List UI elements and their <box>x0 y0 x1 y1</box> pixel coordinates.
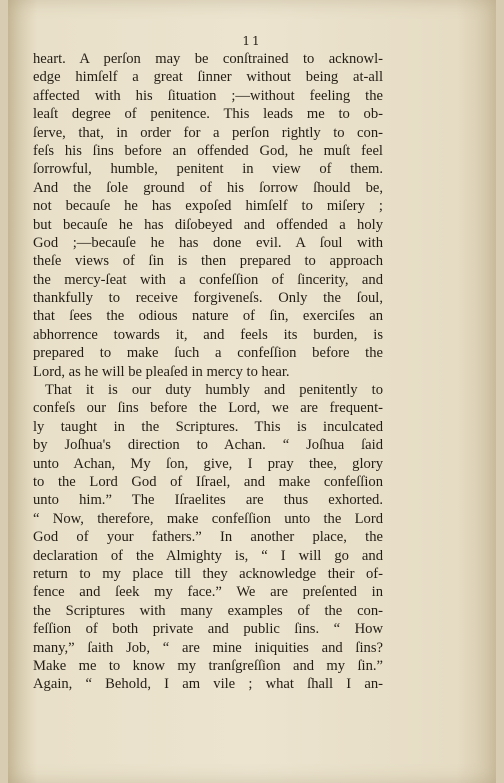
text-line: thankfully to receive forgiveneſs. Only the ſoul, <box>33 290 383 307</box>
text-line: heart. A perſon may be conſtrained to acknowl- <box>33 51 383 67</box>
text-line: unto him.” The Iſraelites are thus exhorted. <box>33 492 383 509</box>
body-text <box>33 50 383 694</box>
text-line: confeſs our ſins before the Lord, we are frequent- <box>33 400 383 417</box>
text-line: declaration of the Almighty is, “ I will go and <box>33 547 383 564</box>
text-line: ſerve, that, in order for a perſon rightly to con- <box>33 124 383 141</box>
text-line: leaſt degree of penitence. This leads me to ob- <box>33 106 383 123</box>
text-line: unto Achan, My ſon, give, I pray thee, glory <box>33 455 383 472</box>
text-line: God ;—becauſe he has done evil. A ſoul with <box>33 234 383 251</box>
text-line: the mercy-ſeat with a confeſſion of ſincerity, and <box>33 271 383 288</box>
text-line: many,” ſaith Job, “ are mine iniquities and ſins? <box>33 639 383 656</box>
text-line: affected with his ſituation ;—without feeling the <box>33 87 383 104</box>
text-line: prepared to make ſuch a confeſſion before the <box>33 345 383 362</box>
text-line: feſs his ſins before an offended God, he muſt feel <box>33 142 383 159</box>
text-line: fence and ſeek my face.” We are preſented in <box>33 584 383 601</box>
text-line: not becauſe he has expoſed himſelf to miſery ; <box>33 198 383 215</box>
text-line: edge himſelf a great ſinner without being at-all <box>33 69 383 86</box>
text-line: abhorrence towards it, and feels its burden, is <box>33 326 383 343</box>
text-line: that ſees the odious nature of ſin, exerciſes an <box>33 308 383 325</box>
text-line: by Joſhua's direction to Achan. “ Joſhua ſaid <box>33 437 383 454</box>
page-number: 11 <box>242 34 262 48</box>
text-line: return to my place till they acknowledge their of- <box>33 565 383 582</box>
text-line: theſe views of ſin is then prepared to approach <box>33 253 383 270</box>
text-line: ly taught in the Scriptures. This is inculcated <box>33 418 383 435</box>
text-line: but becauſe he has diſobeyed and offended a holy <box>33 216 383 233</box>
text-line: And the ſole ground of his ſorrow ſhould be, <box>33 179 383 196</box>
text-line: the Scriptures with many examples of the con- <box>33 602 383 619</box>
text-line: “ Now, therefore, make confeſſion unto the Lord <box>33 510 383 527</box>
text-line: God of your fathers.” In another place, the <box>33 529 383 546</box>
text-line: Lord, as he will be pleaſed in mercy to hear. <box>33 363 290 380</box>
text-line: That it is our duty humbly and penitently to <box>45 382 383 399</box>
book-page <box>8 0 496 783</box>
text-line: feſſion of both private and public ſins. “ How <box>33 621 383 638</box>
text-line: to the Lord God of Iſrael, and make confeſſion <box>33 473 383 490</box>
text-line: Again, “ Behold, I am vile ; what ſhall I an- <box>33 676 383 693</box>
text-line: ſorrowful, humble, penitent in view of them. <box>33 161 383 178</box>
text-line: Make me to know my tranſgreſſion and my ſin.” <box>33 657 383 674</box>
